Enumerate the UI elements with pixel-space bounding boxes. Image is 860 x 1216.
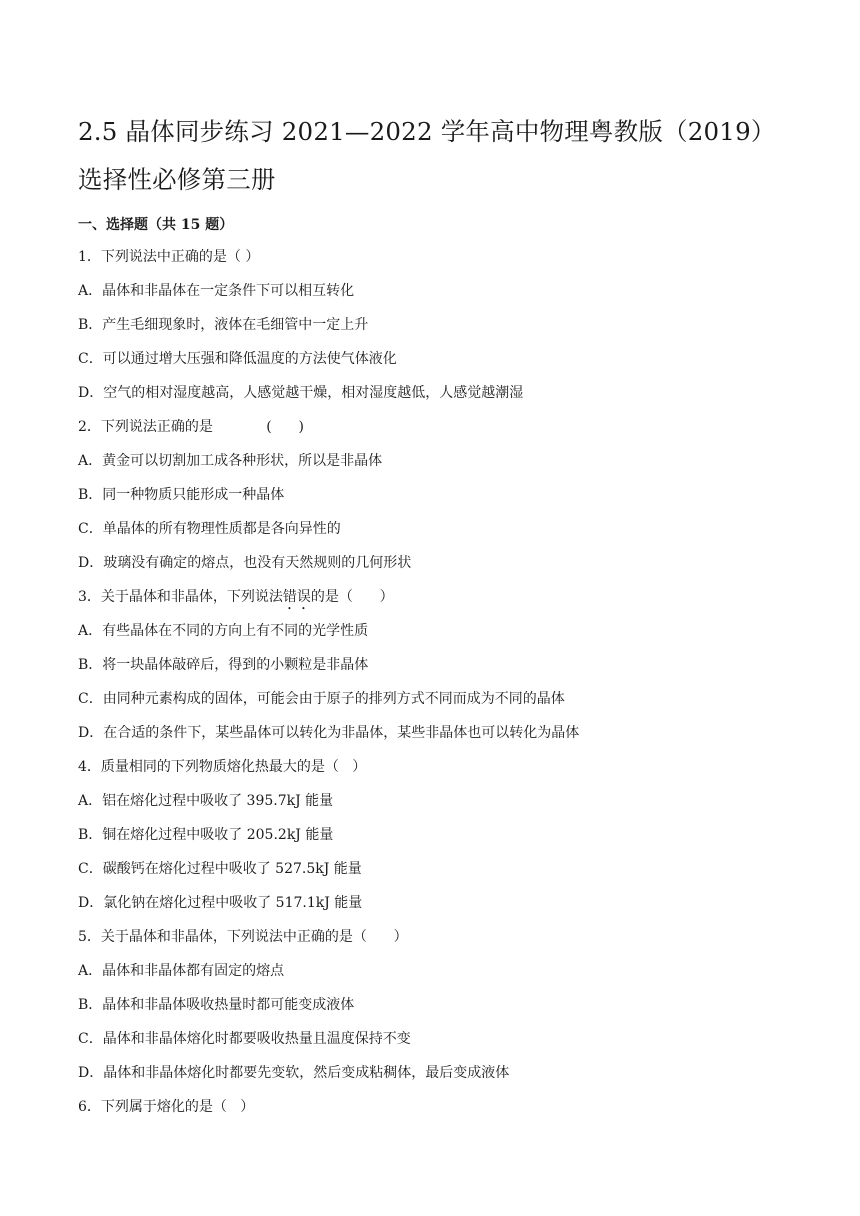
option-b: B．同一种物质只能形成一种晶体 [78,487,285,503]
option-d: D．空气的相对湿度越高，人感觉越干燥，相对湿度越低，人感觉越潮湿 [78,385,524,401]
option-c: C．单晶体的所有物理性质都是各向异性的 [78,521,341,537]
question-4 [78,750,783,920]
section-heading: 一、选择题（共 15 题） [78,217,234,233]
option-a: A．有些晶体在不同的方向上有不同的光学性质 [78,623,369,639]
question-stem: 1．下列说法中正确的是（ ） [78,249,260,265]
option-a: A．晶体和非晶体在一定条件下可以相互转化 [78,283,355,299]
question-stem: 6．下列属于熔化的是（ ） [78,1099,255,1115]
question-stem-prefix: 3．关于晶体和非晶体，下列说法 [78,589,283,605]
option-c: C．可以通过增大压强和降低温度的方法使气体液化 [78,351,397,367]
question-stem [78,580,783,614]
document-page [78,108,783,1124]
option-a: A．铝在熔化过程中吸收了 395.7kJ 能量 [78,793,334,809]
question-3 [78,580,783,750]
document-title: 2.5 晶体同步练习 2021—2022 学年高中物理粤教版（2019）选择性必修第三册 [78,117,776,194]
option-b: B．将一块晶体敲碎后，得到的小颗粒是非晶体 [78,657,369,673]
option-d: D．氯化钠在熔化过程中吸收了 517.1kJ 能量 [78,895,363,911]
question-stem: 2．下列说法正确的是 ( ) [78,419,304,435]
option-c: C．晶体和非晶体熔化时都要吸收热量且温度保持不变 [78,1031,411,1047]
option-c: C．由同种元素构成的固体，可能会由于原子的排列方式不同而成为不同的晶体 [78,691,565,707]
option-d: D．晶体和非晶体熔化时都要先变软，然后变成粘稠体，最后变成液体 [78,1065,510,1081]
option-d: D．玻璃没有确定的熔点，也没有天然规则的几何形状 [78,555,412,571]
option-a: A．晶体和非晶体都有固定的熔点 [78,963,285,979]
option-b: B．铜在熔化过程中吸收了 205.2kJ 能量 [78,827,334,843]
option-d: D．在合适的条件下，某些晶体可以转化为非晶体，某些非晶体也可以转化为晶体 [78,725,580,741]
question-1 [78,240,783,410]
question-2 [78,410,783,580]
question-5 [78,920,783,1090]
question-stem: 5．关于晶体和非晶体，下列说法中正确的是（ ） [78,929,408,945]
question-6 [78,1090,783,1124]
option-c: C．碳酸钙在熔化过程中吸收了 527.5kJ 能量 [78,861,362,877]
emphasized-word: 错误 [282,589,311,605]
question-stem: 4．质量相同的下列物质熔化热最大的是（ ） [78,759,367,775]
option-b: B．晶体和非晶体吸收热量时都可能变成液体 [78,997,355,1013]
option-a: A．黄金可以切割加工成各种形状，所以是非晶体 [78,453,383,469]
option-b: B．产生毛细现象时，液体在毛细管中一定上升 [78,317,369,333]
question-list [78,240,783,1124]
question-stem-suffix: 的是（ ） [310,589,394,605]
